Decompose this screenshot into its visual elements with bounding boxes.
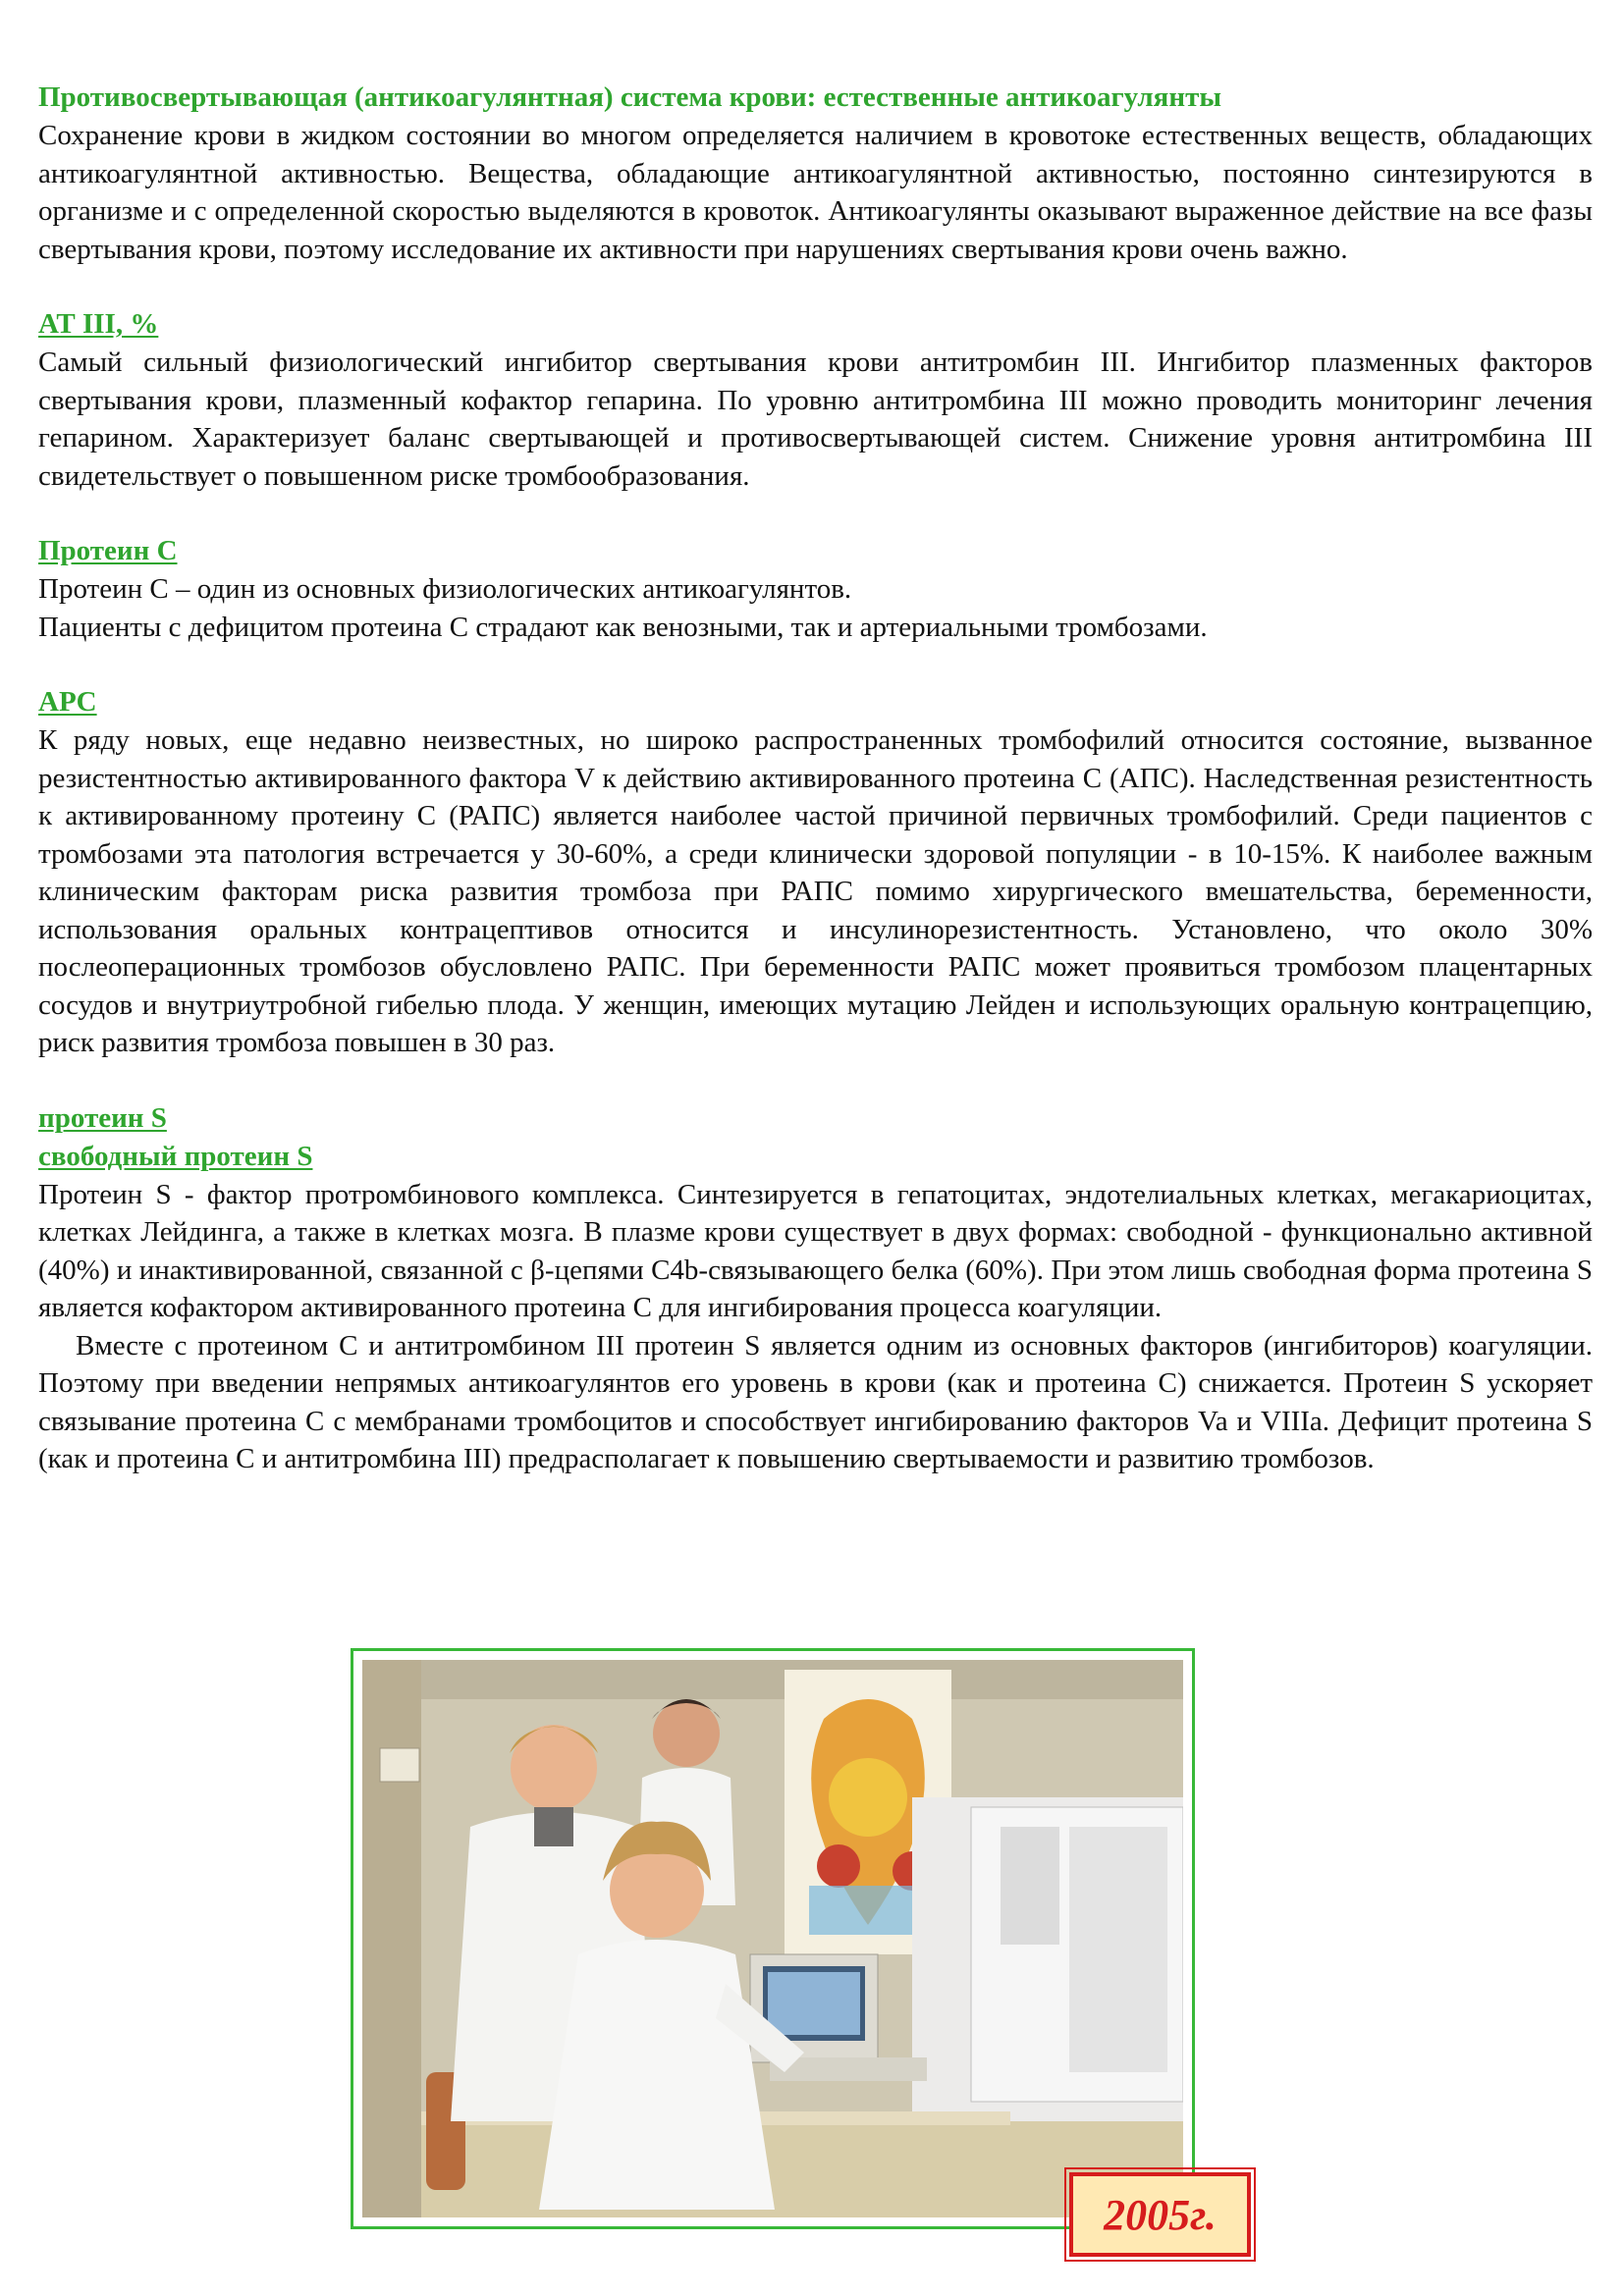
photo-illustration (362, 1660, 1183, 2217)
section-title-at3: АТ III, % (38, 308, 159, 340)
section-title-protein-s: протеин S (38, 1101, 167, 1134)
section-title-protein-c: Протеин С (38, 535, 178, 566)
document-body (38, 79, 1593, 1478)
paragraph: Вместе с протеином С и антитромбином III протеин S является одним из основных факторов (ингибиторов) коагуляции. Поэтому при введении непрямых антикоагулянтов его уровень в крови (как и протеина С) снижается. Протеин S ускоряет связывание протеина С с мембранами тромбоцитов и способствует ингибированию факторов Va и VIIIa. Дефицит протеина S (как и протеина С и антитромбина III) предрасполагает к повышению свертываемости и развитию тромбозов. (38, 1329, 1593, 1474)
photo-frame (351, 1648, 1195, 2229)
year-badge-text: 2005г. (1104, 2190, 1217, 2239)
paragraph: Сохранение крови в жидком состоянии во многом определяется наличием в кровотоке естественных веществ, обладающих антикоагулянтной активностью. Вещества, обладающие антикоагулянтной активностью, постоянно синтезируются в организме и с определенной скоростью выделяются в кровоток. Антикоагулянты оказывают выраженное действие на все фазы свертывания крови, поэтому исследование их активности при нарушениях свертывания крови очень важно. (38, 120, 1593, 265)
paragraph: Пациенты с дефицитом протеина С страдают как венозными, так и артериальными тромбозами. (38, 611, 1208, 643)
year-badge (1069, 2172, 1251, 2257)
paragraph: К ряду новых, еще недавно неизвестных, но широко распространенных тромбофилий относится состояние, вызванное резистентностью активированного фактора V к действию активированного протеина С (АПС). Наследственная резистентность к активированному протеину С (РАПС) является наиболее частой причиной первичных тромбофилий. Среди пациентов с тромбозами эта патология встречается у 30-60%, а среди клинически здоровой популяции - в 10-15%. К наиболее важным клиническим факторам риска развития тромбоза при РАПС помимо хирургического вмешательства, беременности, использования оральных контрацептивов относится и инсулинорезистентность. Установлено, что около 30% послеоперационных тромбозов обусловлено РАПС. При беременности РАПС может проявиться тромбозом плацентарных сосудов и внутриутробной гибелью плода. У женщин, имеющих мутацию Лейден и использующих оральную контрацепцию, риск развития тромбоза повышен в 30 раз. (38, 724, 1593, 1058)
paragraph: Протеин С – один из основных физиологических антикоагулянтов. (38, 573, 852, 605)
section-title-apc: APC (38, 686, 97, 718)
paragraph: Самый сильный физиологический ингибитор свертывания крови антитромбин III. Ингибитор плазменных факторов свертывания крови, плазменный кофактор гепарина. По уровню антитромбина III можно проводить мониторинг лечения гепарином. Характеризует баланс свертывающей и противосвертывающей систем. Снижение уровня антитромбина III свидетельствует о повышенном риске тромбообразования. (38, 347, 1593, 492)
paragraph: Протеин S - фактор протромбинового комплекса. Синтезируется в гепатоцитах, эндотелиальных клетках, мегакариоцитах, клетках Лейдинга, а также в клетках мозга. В плазме крови существует в двух формах: свободной - функционально активной (40%) и инактивированной, связанной с β-цепями С4b-связывающего белка (60%). При этом лишь свободная форма протеина S является кофактором активированного протеина С для ингибирования процесса коагуляции. (38, 1178, 1593, 1323)
section-title-anticoagulant-system: Противосвертывающая (антикоагулянтная) система крови: естественные антикоагулянты (38, 81, 1221, 113)
section-title-free-protein-s: свободный протеин S (38, 1140, 313, 1172)
lab-staff-photo (362, 1660, 1183, 2217)
